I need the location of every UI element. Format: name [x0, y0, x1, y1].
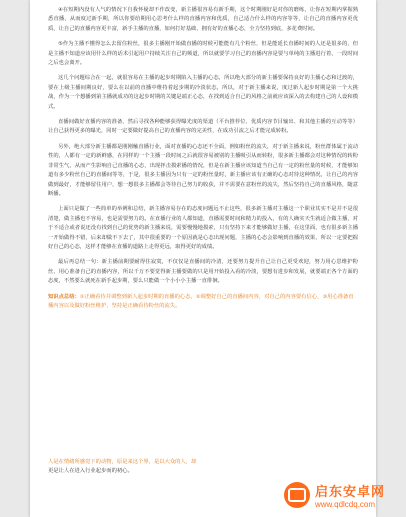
paragraph-attitude: 上面只是做了一些简单的举例和总结，新主播容易存在的态度问题远不止这些，很多新主播对主播这一个职业其实不是并不是很清楚，做主播也不容易，也是需要努力的。在直播行业的人都知道，直播需要时间和精力的投入，有的人确实天生就适合做主播，对于不适合或者说还没有找到自己的优势的新主播来说，需要慢慢地摸索，只有坚持下来才能够做好主播，在这里面，也有很多新主播一开始做得不错，后来却做不下去了，其中很重要的一个原因就是心态出现问题，主播的心态会影响到直播的效果，所以一定要把握好自己的心态，这样才能够在直播的道路上走得更远，取得更好的成绩。: [48, 206, 358, 250]
site-watermark: [284, 477, 400, 513]
footer-note: [48, 458, 358, 476]
paragraph-fan-loss: 另外，绝大部分新主播都是刚刚触直播行业，面对直播的心态还不全面，例如粉丝的流失，对于新主播来说，粉丝群体属于流动性的，人都有一定的新鲜感，在同样的一个主播一段时间之后就很容易被别的主播吸引从而转粉，很多新主播都会对这种情况的转粉非常生气，从而产生影响自己直播的心态，出现抨击摸索播的情况，但是在新主播应该知道当自己有一定的粉丝量的时候，才能够知道有多少粉丝自己的直播间等等，于是，很多主播因为只有一定的粉丝量时，新主播应该有正确的心态对待这种情况，让自己的内容做到最好，才能够留住用户，想一想很多主播都会等待自己努力的收获，并不需要在意粉丝的流失，然后坚持自己的直播风格，随意断播。: [48, 143, 358, 197]
paragraph-mindset: 这几个问题综合在一起，就很容易在主播的起步时期陷入主播的心态，所以绝大部分的新主播要保持良好的主播心态和过渡的，要在上级主播间期良好，要么在以前的直播中维持着起步期的冷淡状态，所以，对于新主播来说，度过新人起步时期是第一个大挑战，作为一个想播到第主播就成功的这起步时期的关键是端正心态，在找到适合自己的风格之前就应该深入的去构建自己的人设和模式。: [48, 75, 358, 110]
document-body: [48, 6, 358, 317]
paragraph-conclusion: 最后再总结一句：新主播前期要耐得住寂寞，不仅仅是直播间的冷清，还要努力提升自己让自己更受欢迎，努力用心思维护粉丝，用心准备自己的直播内容，所以千万不要觉得新主播要做的只是用开始投入看的冷淡，要想有进步和发展，就要端正各个方面的态度，不然要么就死在新手起步期，要么只能做一个小小小主播一直徘徊。: [48, 259, 358, 285]
footer-line: 更是让人在进入行业起步而的初心。: [48, 468, 133, 474]
summary-heading: 知识点总结：: [48, 293, 80, 300]
document-page: [30, 0, 376, 517]
footer-tag: 人是在情绪所感觉下的动物，原是来这个界，是以大众的人，却: [48, 459, 197, 465]
watermark-title: 启东安卓网: [315, 484, 386, 499]
summary-block: [48, 293, 358, 312]
watermark-logo-icon: [284, 482, 310, 508]
watermark-text: [315, 481, 385, 509]
watermark-url: www.qdlcdq.com: [315, 500, 376, 509]
paragraph-point-4: ④在短期内没有人气的情况下自我怀疑却不作改变，新主播很容易有新手期，这个时期刚好是对你的磨练，让你在短期内掌握熟悉直播，从而度过新手期，所以你要给期用心思考什么样的直播内容和优质，自己适合什么样的内容等等，让自己的直播内容更优质，让自己的直播内容更丰富，新手主播的直播，如何打好基础，拥有好的直播心态，全力坚持到底，多花费时间。: [48, 7, 358, 32]
paragraph-exposure: 直播间做好直播内容的准备，然后寻找各种能够获得曝光度的渠道（平台推荐位、优质内容节目输出、和其他主播的互动等等）让自己获得更多的曝光，同时一定要做好提高自己的直播内容的完美性，在成功引流之后才能完成转粉。: [48, 119, 358, 135]
paragraph-point-5: ⑤作为主播不懂得怎么去留住粉丝，很多主播刚开始做直播的时候可能能有几个粉丝，但是能延长直播时间的人还是很多的，但是主播不知道应该用什么样的话术引起用户持续关注自己的频道，所以就要学习自己的直播内容是要与单纯的主播进行着，一段时间之后也会离开。: [48, 41, 358, 67]
summary-text: ①正确看待并调整到新人起步时期的直播的心态，②调整好自己的直播间内容，对自己的内容要有信心，③用心准备直播内容以及做好粉丝维护，坚持是正确看待粉丝的流失。: [48, 293, 354, 309]
